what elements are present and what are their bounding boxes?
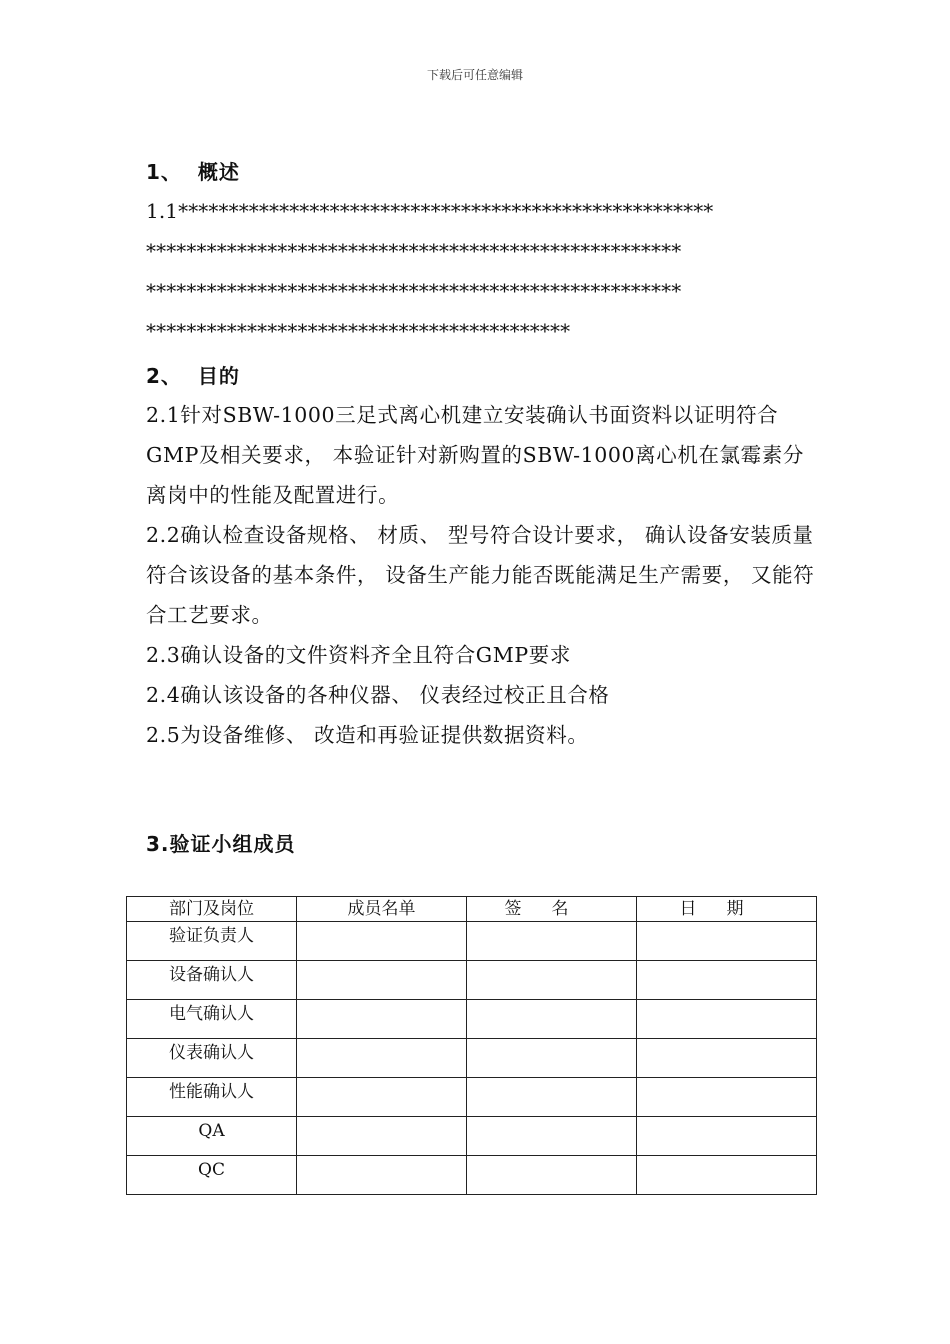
column-header-department: 部门及岗位 [127,897,297,922]
member-cell[interactable] [297,1078,467,1117]
member-cell[interactable] [297,1117,467,1156]
purpose-paragraph: 2.4确认该设备的各种仪器、 仪表经过校正且合格 [146,683,610,707]
date-cell[interactable] [637,1039,817,1078]
role-cell: QA [127,1117,297,1156]
member-cell[interactable] [297,1039,467,1078]
section-purpose [146,360,818,755]
signature-cell[interactable] [467,961,637,1000]
signature-cell[interactable] [467,1117,637,1156]
signature-cell[interactable] [467,1078,637,1117]
date-cell[interactable] [637,1156,817,1195]
signature-cell[interactable] [467,922,637,961]
member-cell[interactable] [297,1000,467,1039]
date-cell[interactable] [637,922,817,961]
signature-cell[interactable] [467,1000,637,1039]
column-header-signature: 签名 [467,897,637,922]
overview-line: ****************************************** [146,319,571,343]
role-cell: 仪表确认人 [127,1039,297,1078]
signature-cell[interactable] [467,1156,637,1195]
purpose-paragraph: 2.3确认设备的文件资料齐全且符合GMP要求 [146,643,571,667]
table-row [127,1117,817,1156]
date-cell[interactable] [637,1000,817,1039]
role-cell: 验证负责人 [127,922,297,961]
overview-line: ***************************************************** [146,279,682,303]
table-row [127,1000,817,1039]
role-cell: 设备确认人 [127,961,297,1000]
role-cell: QC [127,1156,297,1195]
table-row [127,1039,817,1078]
role-cell: 电气确认人 [127,1000,297,1039]
team-members-table [126,896,817,1195]
section-team [146,828,818,857]
member-cell[interactable] [297,1156,467,1195]
section-heading-overview: 1、 概述 [146,160,240,184]
member-cell[interactable] [297,922,467,961]
section-heading-team: 3.验证小组成员 [146,832,296,856]
purpose-paragraph: 2.1针对SBW-1000三足式离心机建立安装确认书面资料以证明符合GMP及相关要求， 本验证针对新购置的SBW-1000离心机在氯霉素分离岗中的性能及配置进行。 [146,403,804,507]
page-header-watermark: 下载后可任意编辑 [426,68,523,82]
table-header-row [127,897,817,922]
column-header-date: 日期 [637,897,817,922]
purpose-paragraph: 2.2确认检查设备规格、 材质、 型号符合设计要求， 确认设备安装质量符合该设备的基本条件， 设备生产能力能否既能满足生产需要， 又能符合工艺要求。 [146,523,815,627]
table-row [127,1078,817,1117]
date-cell[interactable] [637,961,817,1000]
section-heading-purpose: 2、 目的 [146,364,240,388]
table-row [127,922,817,961]
section-overview [146,156,818,351]
date-cell[interactable] [637,1117,817,1156]
overview-line: 1.1***************************************************** [146,199,714,223]
overview-line: ***************************************************** [146,239,682,263]
table-row [127,1156,817,1195]
date-cell[interactable] [637,1078,817,1117]
role-cell: 性能确认人 [127,1078,297,1117]
table-row [127,961,817,1000]
member-cell[interactable] [297,961,467,1000]
signature-cell[interactable] [467,1039,637,1078]
purpose-paragraph: 2.5为设备维修、 改造和再验证提供数据资料。 [146,723,589,747]
column-header-member: 成员名单 [297,897,467,922]
